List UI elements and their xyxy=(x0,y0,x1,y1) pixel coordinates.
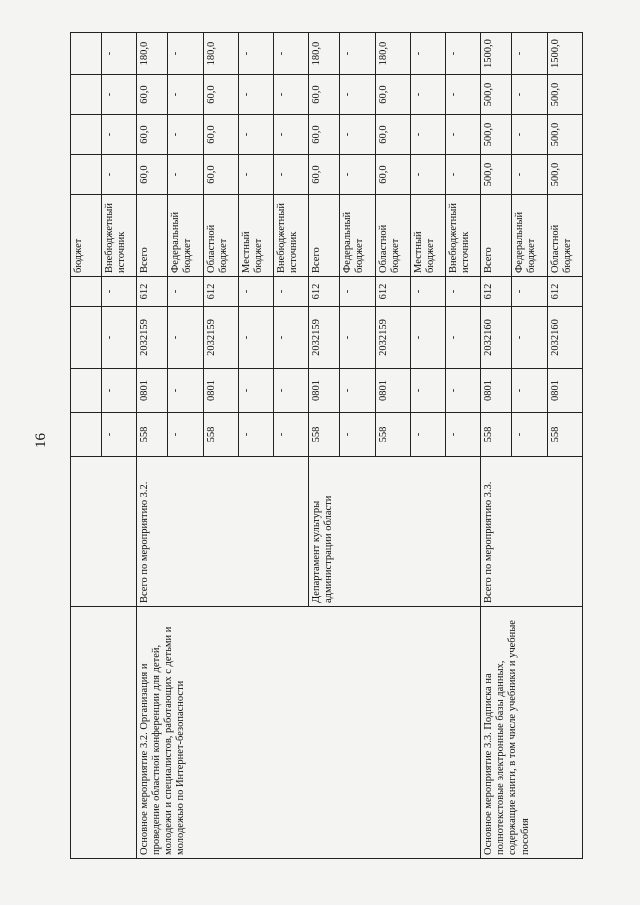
value-cell: - xyxy=(168,369,203,413)
value-cell: - xyxy=(512,75,547,115)
value-cell: - xyxy=(101,115,136,155)
value-cell: - xyxy=(168,75,203,115)
value-cell xyxy=(71,115,102,155)
value-cell: - xyxy=(274,155,309,195)
value-cell: - xyxy=(168,413,203,457)
value-cell: - xyxy=(512,277,547,307)
budget-table-wrapper xyxy=(70,33,583,859)
value-cell: 558 xyxy=(137,413,168,457)
value-cell: - xyxy=(238,115,273,155)
value-cell: 2032160 xyxy=(481,307,512,369)
source-cell: Всего xyxy=(309,195,340,277)
source-cell: Внебюджетный источник xyxy=(101,195,136,277)
value-cell: 60,0 xyxy=(309,115,340,155)
value-cell xyxy=(71,155,102,195)
value-cell: - xyxy=(446,115,481,155)
table-row xyxy=(71,33,102,859)
value-cell: 2032159 xyxy=(375,307,410,369)
rotated-page-area xyxy=(70,33,583,859)
value-cell: - xyxy=(101,369,136,413)
executor-cell: Всего по мероприятию 3.3. xyxy=(481,457,583,607)
value-cell: - xyxy=(274,307,309,369)
value-cell: - xyxy=(410,277,445,307)
value-cell: 612 xyxy=(137,277,168,307)
value-cell: 500,0 xyxy=(481,75,512,115)
value-cell: - xyxy=(340,75,375,115)
value-cell xyxy=(71,369,102,413)
activity-cell xyxy=(71,607,137,859)
value-cell: - xyxy=(446,307,481,369)
value-cell: - xyxy=(512,369,547,413)
value-cell: 180,0 xyxy=(137,33,168,75)
value-cell: - xyxy=(168,307,203,369)
value-cell: - xyxy=(238,33,273,75)
value-cell: 558 xyxy=(203,413,238,457)
activity-cell: Основное мероприятие 3.3. Подписка на полнотекстовые электронные базы данных, содержащие книги, в том числе учебники и учебные пособия xyxy=(481,607,583,859)
value-cell: 2032159 xyxy=(309,307,340,369)
value-cell: 0801 xyxy=(375,369,410,413)
value-cell: 60,0 xyxy=(309,155,340,195)
executor-cell xyxy=(71,457,137,607)
value-cell: - xyxy=(101,277,136,307)
source-cell: Федеральный бюджет xyxy=(340,195,375,277)
value-cell: 60,0 xyxy=(375,75,410,115)
source-cell: Внебюджетный источник xyxy=(446,195,481,277)
source-cell: Всего xyxy=(481,195,512,277)
value-cell: 60,0 xyxy=(203,155,238,195)
value-cell: - xyxy=(446,75,481,115)
value-cell: - xyxy=(410,413,445,457)
executor-cell: Всего по мероприятию 3.2. xyxy=(137,457,309,607)
source-cell: Внебюджетный источник xyxy=(274,195,309,277)
source-cell: Областной бюджет xyxy=(547,195,582,277)
value-cell: 2032159 xyxy=(137,307,168,369)
value-cell: - xyxy=(238,369,273,413)
value-cell: 180,0 xyxy=(203,33,238,75)
value-cell: 60,0 xyxy=(137,115,168,155)
value-cell: - xyxy=(238,413,273,457)
source-cell: Всего xyxy=(137,195,168,277)
value-cell: 612 xyxy=(375,277,410,307)
value-cell: 612 xyxy=(309,277,340,307)
value-cell: 60,0 xyxy=(137,75,168,115)
value-cell: - xyxy=(101,33,136,75)
value-cell: - xyxy=(410,75,445,115)
value-cell: 500,0 xyxy=(547,115,582,155)
value-cell: - xyxy=(446,33,481,75)
source-cell: Местный бюджет xyxy=(238,195,273,277)
value-cell: - xyxy=(274,369,309,413)
value-cell: - xyxy=(512,307,547,369)
source-cell: Областной бюджет xyxy=(375,195,410,277)
value-cell: - xyxy=(168,155,203,195)
budget-table xyxy=(70,32,583,859)
value-cell: - xyxy=(340,155,375,195)
value-cell: 558 xyxy=(481,413,512,457)
value-cell: - xyxy=(512,33,547,75)
value-cell: - xyxy=(238,75,273,115)
value-cell: 0801 xyxy=(137,369,168,413)
value-cell: 612 xyxy=(547,277,582,307)
executor-cell: Департамент культуры администрации области xyxy=(309,457,481,607)
value-cell: 60,0 xyxy=(203,115,238,155)
source-cell: Федеральный бюджет xyxy=(512,195,547,277)
value-cell: - xyxy=(446,277,481,307)
value-cell: 500,0 xyxy=(547,155,582,195)
value-cell: - xyxy=(274,75,309,115)
value-cell: - xyxy=(446,155,481,195)
value-cell: - xyxy=(512,115,547,155)
value-cell: - xyxy=(340,369,375,413)
source-cell: Местный бюджет xyxy=(410,195,445,277)
value-cell: - xyxy=(340,307,375,369)
budget-table-body xyxy=(71,33,583,859)
source-cell: Федеральный бюджет xyxy=(168,195,203,277)
value-cell: 60,0 xyxy=(375,115,410,155)
value-cell xyxy=(71,277,102,307)
value-cell: - xyxy=(446,413,481,457)
value-cell: - xyxy=(340,277,375,307)
value-cell: - xyxy=(410,369,445,413)
value-cell: - xyxy=(340,413,375,457)
value-cell xyxy=(71,413,102,457)
value-cell: - xyxy=(101,155,136,195)
value-cell: - xyxy=(340,115,375,155)
value-cell: - xyxy=(446,369,481,413)
value-cell: 60,0 xyxy=(309,75,340,115)
page-number: 16 xyxy=(33,433,49,448)
value-cell: 500,0 xyxy=(547,75,582,115)
value-cell: - xyxy=(274,413,309,457)
value-cell: 558 xyxy=(547,413,582,457)
value-cell: 0801 xyxy=(309,369,340,413)
value-cell: - xyxy=(340,33,375,75)
value-cell: 558 xyxy=(309,413,340,457)
value-cell: 60,0 xyxy=(375,155,410,195)
value-cell: 0801 xyxy=(547,369,582,413)
value-cell: 180,0 xyxy=(375,33,410,75)
value-cell: - xyxy=(274,33,309,75)
value-cell: 0801 xyxy=(203,369,238,413)
table-row xyxy=(481,33,512,859)
value-cell: - xyxy=(168,115,203,155)
value-cell: - xyxy=(101,307,136,369)
value-cell: - xyxy=(238,277,273,307)
value-cell: - xyxy=(274,115,309,155)
value-cell: 0801 xyxy=(481,369,512,413)
value-cell: 180,0 xyxy=(309,33,340,75)
value-cell: 60,0 xyxy=(203,75,238,115)
value-cell: 2032159 xyxy=(203,307,238,369)
value-cell: 60,0 xyxy=(137,155,168,195)
value-cell xyxy=(71,75,102,115)
value-cell: 612 xyxy=(203,277,238,307)
value-cell: 558 xyxy=(375,413,410,457)
value-cell xyxy=(71,33,102,75)
value-cell: 612 xyxy=(481,277,512,307)
table-row xyxy=(137,33,168,859)
value-cell xyxy=(71,307,102,369)
activity-cell: Основное мероприятие 3.2. Организация и проведение областной конференции для детей, молодежи и специалистов, работающих с детьми и молодежью по Интернет-безопасности xyxy=(137,607,481,859)
value-cell: - xyxy=(168,33,203,75)
value-cell: 1500,0 xyxy=(481,33,512,75)
value-cell: 1500,0 xyxy=(547,33,582,75)
value-cell: - xyxy=(410,33,445,75)
value-cell: - xyxy=(512,413,547,457)
value-cell: - xyxy=(238,155,273,195)
value-cell: - xyxy=(168,277,203,307)
value-cell: - xyxy=(410,155,445,195)
value-cell: 500,0 xyxy=(481,115,512,155)
value-cell: - xyxy=(410,115,445,155)
value-cell: - xyxy=(101,75,136,115)
source-cell: Областной бюджет xyxy=(203,195,238,277)
value-cell: - xyxy=(512,155,547,195)
value-cell: - xyxy=(274,277,309,307)
source-cell: бюджет xyxy=(71,195,102,277)
value-cell: 2032160 xyxy=(547,307,582,369)
value-cell: - xyxy=(101,413,136,457)
value-cell: 500,0 xyxy=(481,155,512,195)
value-cell: - xyxy=(238,307,273,369)
value-cell: - xyxy=(410,307,445,369)
